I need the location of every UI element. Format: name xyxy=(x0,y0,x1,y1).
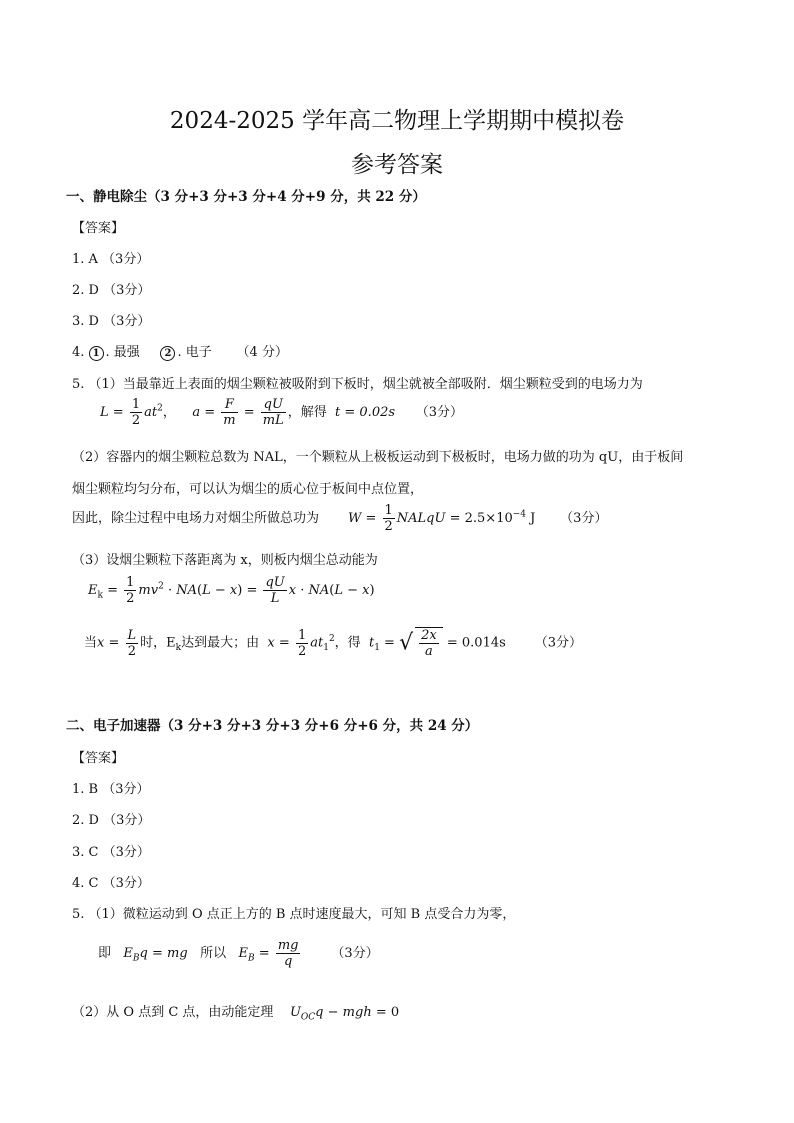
q5-3-score: （3分） xyxy=(534,635,583,651)
section-1-q5-part2-text-1: （2）容器内的烟尘颗粒总数为 NAL，一个颗粒从上极板运动到下极板时，电场力做的功为 qU，由于板间 xyxy=(72,450,684,465)
max-label: 时，E xyxy=(140,635,176,651)
section-1-heading: 一、静电除尘（3 分+3 分+3 分+4 分+9 分，共 22 分） xyxy=(66,189,426,205)
circled-number-1: 1 xyxy=(89,346,104,361)
total-work-label: 因此，除尘过程中电场力对烟尘所做总功为 xyxy=(72,511,320,526)
solve-label: ，解得 xyxy=(287,405,327,420)
document-title: 2024-2025 学年高二物理上学期期中模拟卷 xyxy=(169,108,625,134)
item-4-answer-1: . 最强 xyxy=(105,345,140,360)
q5-2-score: （3分） xyxy=(560,511,608,526)
section-1-q5-part2-formula: 因此，除尘过程中电场力对烟尘所做总功为 W = $\frac{1}{2}$ NALqU = $2.5\times 10^{-4}$ J （3分） xyxy=(72,503,608,534)
when-label: 当 xyxy=(84,635,98,651)
section-2-item-1: 1. B （3分） xyxy=(72,782,150,797)
section-1-q5-part2-text-2: 烟尘颗粒均匀分布，可以认为烟尘的质心位于板间中点位置， xyxy=(72,482,424,497)
section-2-q5-part1-text: 5. （1）微粒运动到 O 点正上方的 B 点时速度最大，可知 B 点受合力为零， xyxy=(72,907,516,922)
section-1-item-1: 1. A （3分） xyxy=(72,252,150,267)
section-1-q5-part3-energy-formula: $E_k$ = $\frac{1}{2}$ $mv^2 \cdot NA(L - x)$ = $\frac{qU}{L}$ x · NA(L − x) xyxy=(88,575,375,606)
document-subtitle: 参考答案 xyxy=(351,152,443,178)
q5-1-score: （3分） xyxy=(415,405,463,420)
section-1-q5-part1-formula: L = $\frac{1}{2}$ $at^2$， a = $\frac{F}{m}$ = $\frac{qU}{mL}$ ，解得 t = 0.02s （3分） xyxy=(100,397,463,428)
section-1-q5-part3-max-formula: 当x = $\frac{L}{2}$ 时，$E_k$达到最大；由 x = $\frac{1}{2}$ $at_1^2$，得 $t_1$ = √ $\frac{2x}{a}$ = 0.014s （3分） xyxy=(84,627,583,659)
section-2-item-4: 4. C （3分） xyxy=(72,876,150,891)
section-2-q5-part1-formula: 即 $E_Bq$ = mg 所以 $E_B$ = $\frac{mg}{q}$ （3分） xyxy=(98,938,379,969)
item-4-prefix: 4. xyxy=(72,345,85,360)
max-label-2: 达到最大；由 xyxy=(181,635,260,651)
time1-result: = 0.014s xyxy=(446,635,506,651)
section-1-q5-part1-text: 5. （1）当最靠近上表面的烟尘颗粒被吸附到下板时，烟尘就被全部吸附．烟尘颗粒受到的电场力为 xyxy=(72,377,643,392)
section-1-q5-part3-text: （3）设烟尘颗粒下落距离为 x，则板内烟尘总动能为 xyxy=(72,553,378,568)
item-4-score: （4 分） xyxy=(236,345,288,360)
section-1-answer-tag: 【答案】 xyxy=(72,221,125,236)
section-1-item-2: 2. D （3分） xyxy=(72,283,151,298)
section-2-item-2: 2. D （3分） xyxy=(72,813,151,828)
s2-q5-1-score: （3分） xyxy=(331,946,379,961)
so-label: 所以 xyxy=(200,946,227,961)
section-2-item-3: 3. C （3分） xyxy=(72,845,150,860)
s2-q5-2-text: （2）从 O 点到 C 点，由动能定理 xyxy=(72,1005,274,1020)
section-2-q5-part2: （2）从 O 点到 C 点，由动能定理 $U_{OC}q$ − mgh = 0 xyxy=(72,1005,400,1023)
section-2-answer-tag: 【答案】 xyxy=(72,751,125,766)
time-result: t = 0.02s xyxy=(335,405,396,420)
section-2-heading: 二、电子加速器（3 分+3 分+3 分+3 分+6 分+6 分，共 24 分） xyxy=(66,718,479,734)
get-label: ，得 xyxy=(334,635,361,651)
ji-label: 即 xyxy=(98,946,112,961)
section-1-item-4 xyxy=(72,341,288,361)
item-4-answer-2: . 电子 xyxy=(177,345,212,360)
circled-number-2: 2 xyxy=(160,346,175,361)
section-1-item-3: 3. D （3分） xyxy=(72,314,151,329)
